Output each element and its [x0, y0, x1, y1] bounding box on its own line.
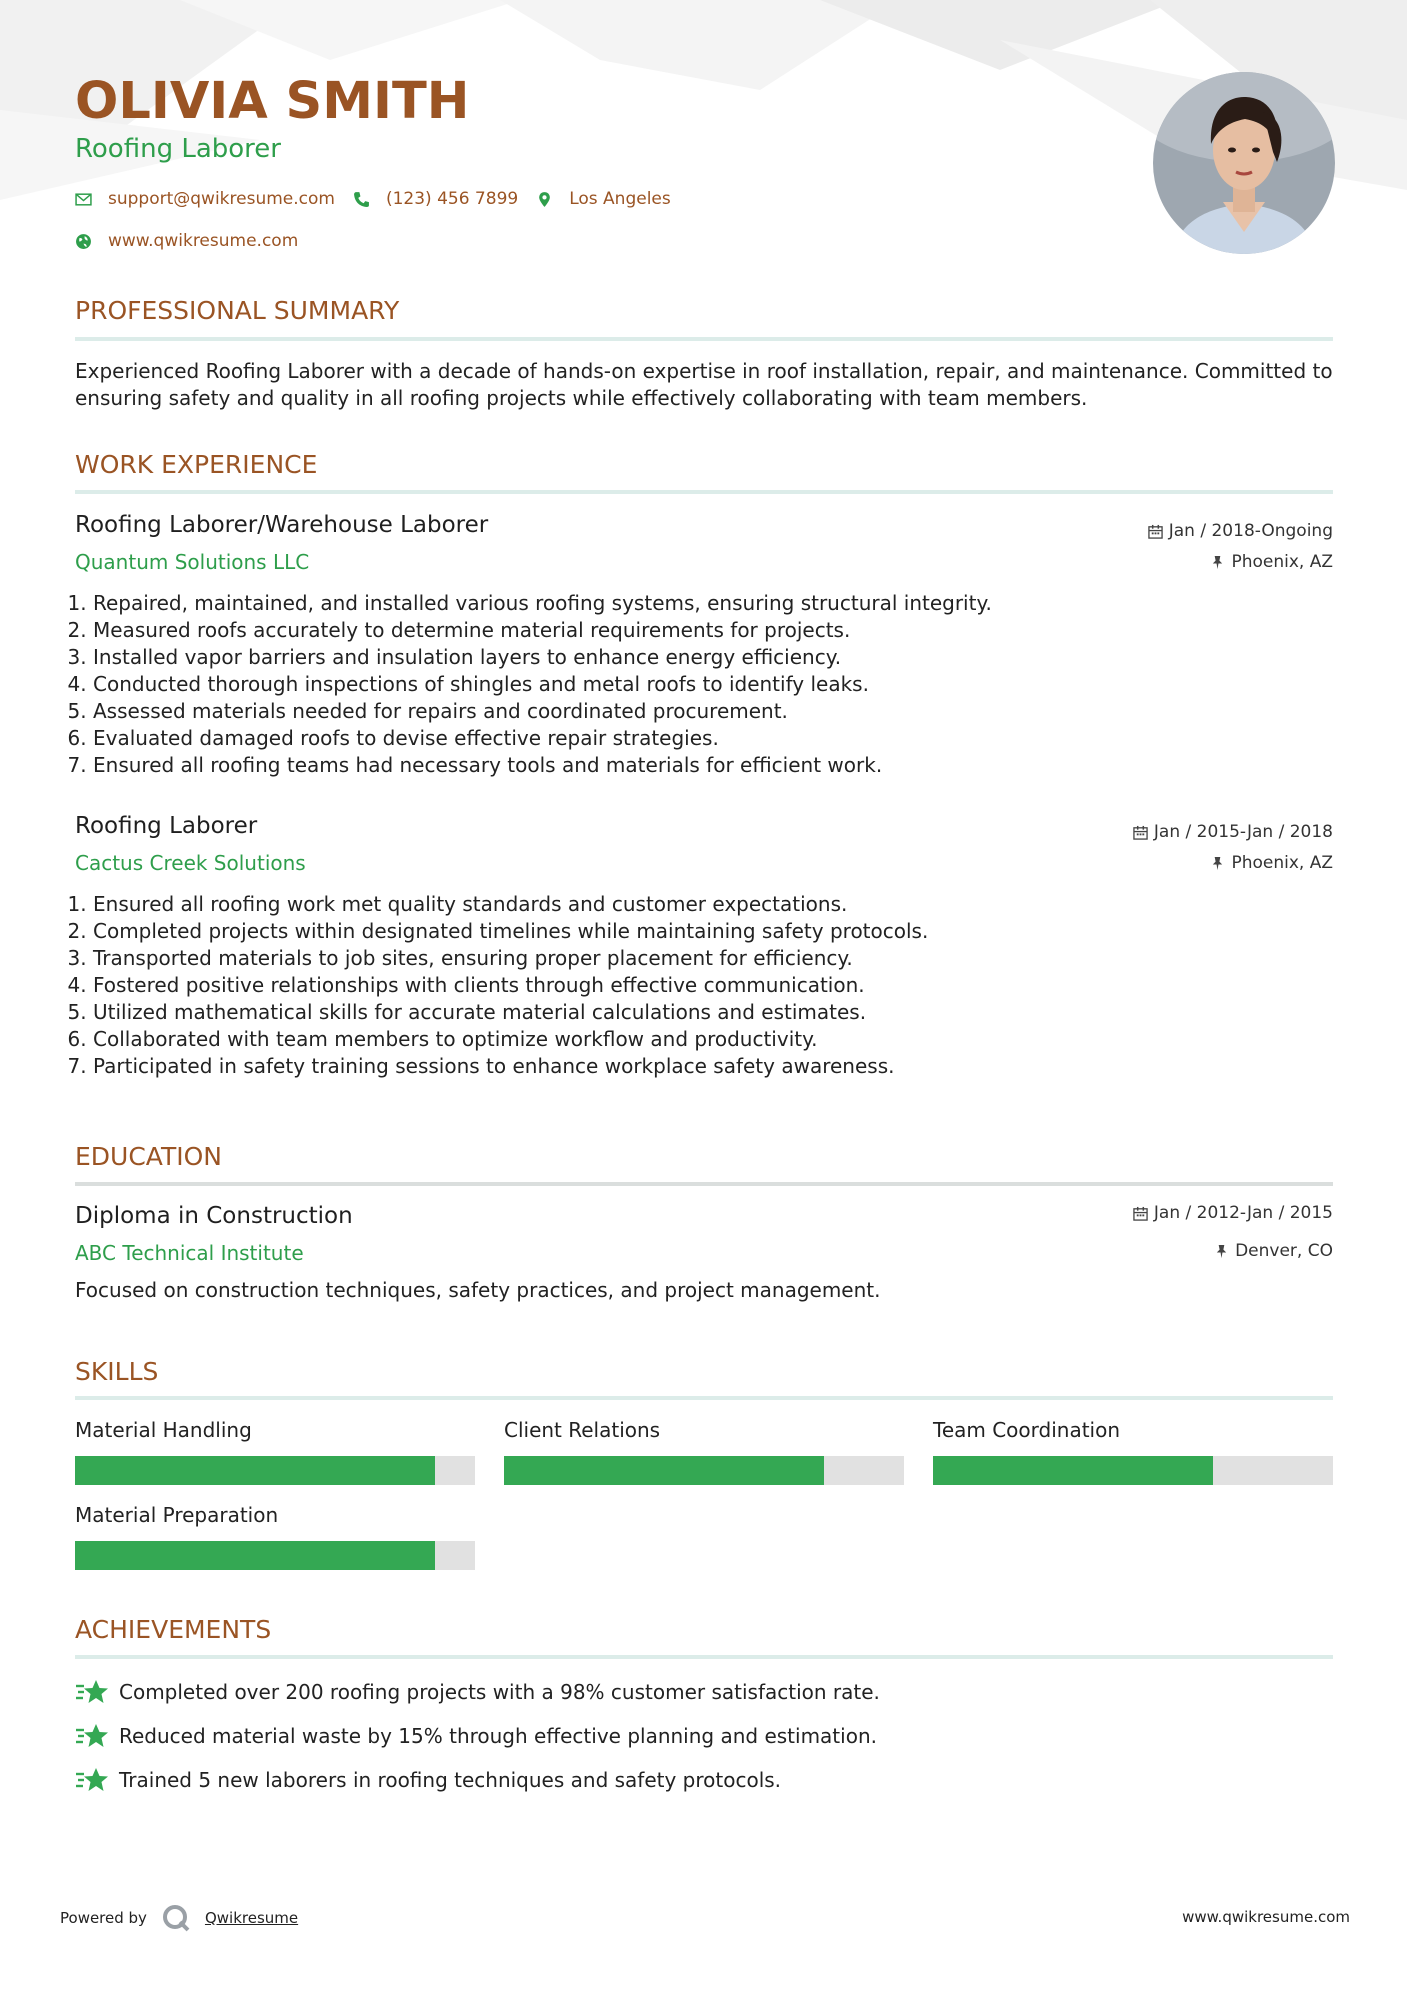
candidate-title: Roofing Laborer — [75, 134, 281, 164]
education-location — [1214, 1241, 1333, 1261]
qwikresume-link[interactable]: Qwikresume — [204, 1909, 299, 1927]
calendar-icon — [1148, 524, 1163, 539]
pushpin-icon — [1214, 1244, 1229, 1259]
education-degree: Diploma in Construction — [75, 1203, 353, 1229]
star-icon — [75, 1678, 109, 1706]
website-text: www.qwikresume.com — [108, 231, 299, 251]
summary-text: Experienced Roofing Laborer with a decade of hands-on expertise in roof installation, repair, and maintenance. Committed to ensuring safety and quality in all roofing projects while effectively collaborating with team members. — [75, 359, 1333, 410]
skill-bar-fill — [75, 1541, 435, 1570]
skill-label: Material Handling — [75, 1418, 252, 1442]
achievement-item — [75, 1722, 877, 1750]
location-contact — [536, 189, 671, 209]
footer-powered-by — [60, 1903, 298, 1933]
skills-heading: SKILLS — [75, 1357, 159, 1386]
education-divider — [75, 1182, 1333, 1186]
skill-bar-fill — [933, 1456, 1213, 1485]
avatar — [1153, 72, 1335, 254]
star-icon — [75, 1766, 109, 1794]
calendar-icon — [1133, 1206, 1148, 1221]
list-item: 1. Repaired, maintained, and installed various roofing systems, ensuring structural integrity. — [93, 590, 992, 617]
profile-photo — [1153, 72, 1335, 254]
achievements-heading: ACHIEVEMENTS — [75, 1615, 272, 1644]
list-item: 4. Conducted thorough inspections of shingles and metal roofs to identify leaks. — [93, 671, 992, 698]
job-bullets-1 — [75, 590, 992, 779]
calendar-icon — [1133, 825, 1148, 840]
phone-contact[interactable] — [353, 189, 518, 209]
list-item: 7. Ensured all roofing teams had necessary tools and materials for efficient work. — [93, 752, 992, 779]
location-text: Los Angeles — [569, 189, 671, 209]
education-heading: EDUCATION — [75, 1142, 222, 1171]
list-item: 3. Installed vapor barriers and insulation layers to enhance energy efficiency. — [93, 644, 992, 671]
envelope-icon — [75, 191, 92, 208]
achievement-text: Reduced material waste by 15% through effective planning and estimation. — [119, 1724, 877, 1748]
job-location-2 — [1210, 853, 1333, 873]
skill-bar — [75, 1541, 475, 1570]
job-dates-text-2: Jan / 2015-Jan / 2018 — [1153, 822, 1333, 842]
list-item: 4. Fostered positive relationships with clients through effective communication. — [93, 972, 928, 999]
education-description: Focused on construction techniques, safety practices, and project management. — [75, 1278, 881, 1302]
email-text: support@qwikresume.com — [108, 189, 335, 209]
skill-bar — [504, 1456, 904, 1485]
job-title-1: Roofing Laborer/Warehouse Laborer — [75, 512, 489, 538]
list-item: 5. Utilized mathematical skills for accurate material calculations and estimates. — [93, 999, 928, 1026]
experience-heading: WORK EXPERIENCE — [75, 450, 318, 479]
star-icon — [75, 1722, 109, 1750]
skill-label: Material Preparation — [75, 1503, 279, 1527]
achievements-divider — [75, 1655, 1333, 1659]
skill-bar — [75, 1456, 475, 1485]
summary-divider — [75, 337, 1333, 341]
education-school: ABC Technical Institute — [75, 1241, 304, 1265]
achievement-item — [75, 1766, 781, 1794]
contact-row-1 — [75, 189, 671, 209]
list-item: 6. Evaluated damaged roofs to devise effective repair strategies. — [93, 725, 992, 752]
website-contact[interactable] — [75, 231, 298, 251]
education-location-text: Denver, CO — [1235, 1241, 1333, 1261]
education-dates-text: Jan / 2012-Jan / 2015 — [1153, 1203, 1333, 1223]
summary-heading: PROFESSIONAL SUMMARY — [75, 296, 400, 325]
pushpin-icon — [1210, 856, 1225, 871]
footer-website[interactable]: www.qwikresume.com — [1182, 1908, 1350, 1926]
experience-divider — [75, 490, 1333, 494]
achievement-text: Trained 5 new laborers in roofing techniques and safety protocols. — [119, 1768, 782, 1792]
achievement-text: Completed over 200 roofing projects with a 98% customer satisfaction rate. — [119, 1680, 880, 1704]
list-item: 7. Participated in safety training sessions to enhance workplace safety awareness. — [93, 1053, 928, 1080]
skills-divider — [75, 1396, 1333, 1400]
list-item: 2. Completed projects within designated timelines while maintaining safety protocols. — [93, 918, 928, 945]
achievement-item — [75, 1678, 880, 1706]
job-bullets-2 — [75, 891, 928, 1080]
qwikresume-logo-icon — [161, 1903, 191, 1933]
job-location-1 — [1210, 552, 1333, 572]
job-company-2: Cactus Creek Solutions — [75, 851, 306, 875]
candidate-name: OLIVIA SMITH — [75, 72, 470, 131]
phone-icon — [353, 191, 370, 208]
job-location-text-2: Phoenix, AZ — [1231, 853, 1333, 873]
list-item: 2. Measured roofs accurately to determine material requirements for projects. — [93, 617, 992, 644]
phone-text: (123) 456 7899 — [385, 189, 519, 209]
skill-label: Team Coordination — [933, 1418, 1121, 1442]
job-dates-text-1: Jan / 2018-Ongoing — [1168, 521, 1333, 541]
job-dates-2 — [1133, 822, 1333, 842]
pushpin-icon — [1210, 555, 1225, 570]
list-item: 1. Ensured all roofing work met quality standards and customer expectations. — [93, 891, 928, 918]
list-item: 6. Collaborated with team members to optimize workflow and productivity. — [93, 1026, 928, 1053]
list-item: 5. Assessed materials needed for repairs and coordinated procurement. — [93, 698, 992, 725]
globe-icon — [75, 233, 92, 250]
skill-bar-fill — [75, 1456, 435, 1485]
job-title-2: Roofing Laborer — [75, 813, 258, 839]
job-location-text-1: Phoenix, AZ — [1231, 552, 1333, 572]
job-company-1: Quantum Solutions LLC — [75, 550, 310, 574]
job-dates-1 — [1148, 521, 1333, 541]
email-contact[interactable] — [75, 189, 335, 209]
map-pin-icon — [536, 191, 553, 208]
contact-row-2 — [75, 231, 298, 251]
skill-bar-fill — [504, 1456, 824, 1485]
list-item: 3. Transported materials to job sites, ensuring proper placement for efficiency. — [93, 945, 928, 972]
skill-bar — [933, 1456, 1333, 1485]
education-dates — [1133, 1203, 1333, 1223]
skill-label: Client Relations — [504, 1418, 661, 1442]
powered-by-text: Powered by — [60, 1909, 147, 1927]
